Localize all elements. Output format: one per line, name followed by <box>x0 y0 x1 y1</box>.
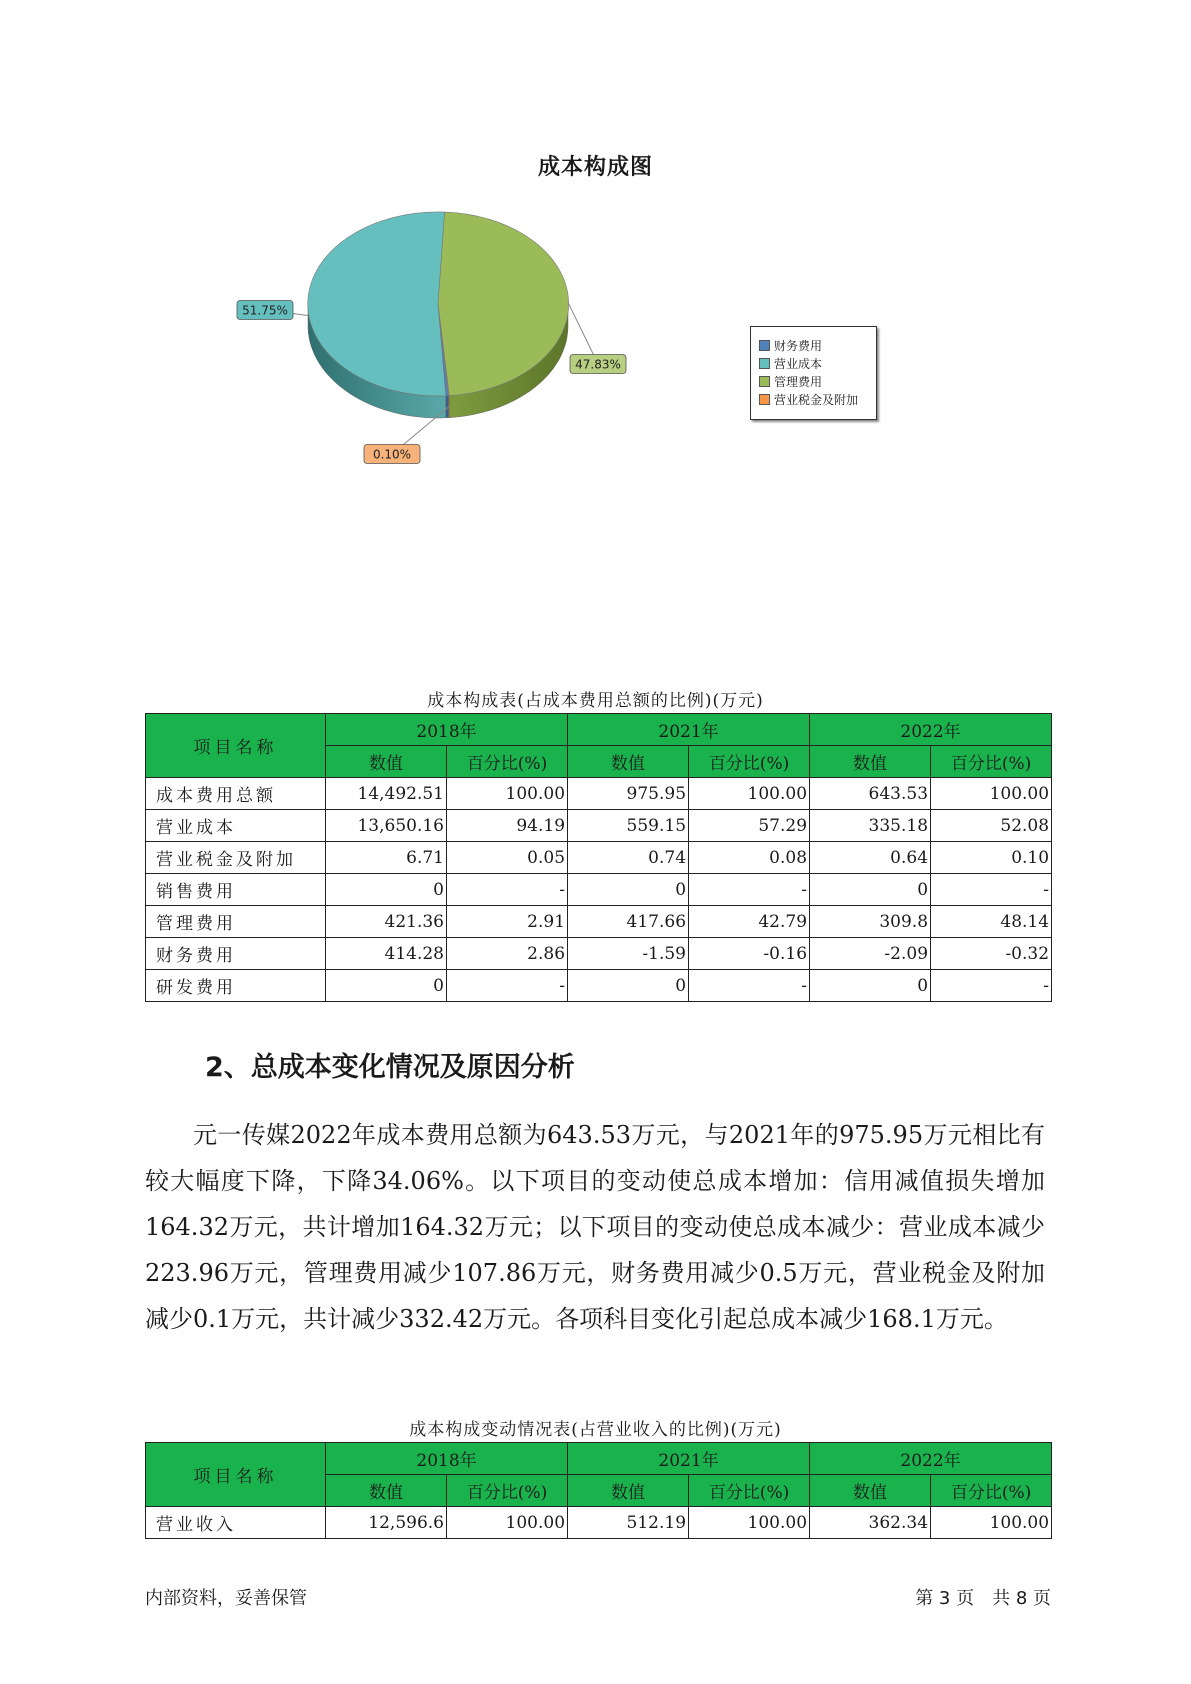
data-label: 0.10% <box>372 447 412 462</box>
column-header-year: 2018年 <box>326 1443 568 1475</box>
column-header-percent: 百分比(%) <box>931 1475 1052 1507</box>
value-cell: 0 <box>568 970 689 1002</box>
value-cell: 417.66 <box>568 906 689 938</box>
column-header-value: 数值 <box>810 746 931 778</box>
column-header-value: 数值 <box>326 1475 447 1507</box>
percent-cell: 0.10 <box>931 842 1052 874</box>
value-cell: 6.71 <box>326 842 447 874</box>
value-cell: 0 <box>568 874 689 906</box>
row-label: 销售费用 <box>146 874 326 906</box>
value-cell: 0.74 <box>568 842 689 874</box>
cost-structure-table <box>145 713 1052 1002</box>
chart-legend <box>750 326 877 420</box>
column-header-percent: 百分比(%) <box>447 1475 568 1507</box>
table-row <box>146 970 1052 1002</box>
value-cell: 414.28 <box>326 938 447 970</box>
value-cell: 975.95 <box>568 778 689 810</box>
percent-cell: - <box>447 970 568 1002</box>
table-row <box>146 778 1052 810</box>
row-label: 营业成本 <box>146 810 326 842</box>
legend-swatch <box>759 340 770 351</box>
percent-cell: 100.00 <box>447 778 568 810</box>
value-cell: -2.09 <box>810 938 931 970</box>
table-row <box>146 1507 1052 1539</box>
legend-swatch <box>759 394 770 405</box>
analysis-paragraph: 元一传媒2022年成本费用总额为643.53万元，与2021年的975.95万元相比有较大幅度下降，下降34.06%。以下项目的变动使总成本增加：信用减值损失增加164.32万元，共计增加164.32万元；以下项目的变动使总成本减少：营业成本减少223.96万元，管理费用减少107.86万元，财务费用减少0.5万元，营业税金及附加减少0.1万元，共计减少332.42万元。各项科目变化引起总成本减少168.1万元。 <box>145 1121 1045 1333</box>
row-label: 营业税金及附加 <box>146 842 326 874</box>
percent-cell: - <box>447 874 568 906</box>
table1-caption: 成本构成表(占成本费用总额的比例)(万元) <box>427 691 764 711</box>
value-cell: 309.8 <box>810 906 931 938</box>
table-row <box>146 810 1052 842</box>
legend-item <box>759 336 876 354</box>
legend-swatch <box>759 376 770 387</box>
table-row <box>146 938 1052 970</box>
legend-label: 财务费用 <box>774 338 823 353</box>
row-label: 财务费用 <box>146 938 326 970</box>
percent-cell: 0.08 <box>689 842 810 874</box>
legend-item <box>759 354 876 372</box>
column-header-percent: 百分比(%) <box>689 746 810 778</box>
value-cell: 0 <box>810 970 931 1002</box>
column-header-value: 数值 <box>326 746 447 778</box>
column-header-value: 数值 <box>568 1475 689 1507</box>
data-label: 51.75% <box>242 303 288 318</box>
value-cell: 14,492.51 <box>326 778 447 810</box>
percent-cell: 100.00 <box>931 778 1052 810</box>
data-label: 47.83% <box>575 357 621 372</box>
value-cell: 335.18 <box>810 810 931 842</box>
column-header-year: 2021年 <box>568 714 810 746</box>
legend-label: 营业税金及附加 <box>774 392 859 407</box>
percent-cell: 48.14 <box>931 906 1052 938</box>
legend-item <box>759 390 876 408</box>
column-header-percent: 百分比(%) <box>689 1475 810 1507</box>
percent-cell: 0.05 <box>447 842 568 874</box>
row-label: 管理费用 <box>146 906 326 938</box>
table-row <box>146 906 1052 938</box>
percent-cell: 42.79 <box>689 906 810 938</box>
row-label: 营业收入 <box>146 1507 326 1539</box>
table-row <box>146 842 1052 874</box>
column-header-value: 数值 <box>568 746 689 778</box>
value-cell: 421.36 <box>326 906 447 938</box>
value-cell: 0 <box>326 970 447 1002</box>
percent-cell: - <box>689 874 810 906</box>
footer-page-number: 第 3 页 共 8 页 <box>915 1588 1051 1609</box>
value-cell: 0.64 <box>810 842 931 874</box>
column-header-year: 2021年 <box>568 1443 810 1475</box>
percent-cell: 52.08 <box>931 810 1052 842</box>
value-cell: 362.34 <box>810 1507 931 1539</box>
footer-confidential-note: 内部资料，妥善保管 <box>145 1588 307 1609</box>
column-header-value: 数值 <box>810 1475 931 1507</box>
percent-cell: - <box>689 970 810 1002</box>
percent-cell: -0.16 <box>689 938 810 970</box>
percent-cell: 100.00 <box>689 1507 810 1539</box>
value-cell: 512.19 <box>568 1507 689 1539</box>
section-title: 2、总成本变化情况及原因分析 <box>205 1052 575 1083</box>
percent-cell: 2.91 <box>447 906 568 938</box>
column-header-year: 2022年 <box>810 1443 1052 1475</box>
column-header-year: 2018年 <box>326 714 568 746</box>
column-header-percent: 百分比(%) <box>931 746 1052 778</box>
table-row <box>146 874 1052 906</box>
percent-cell: - <box>931 970 1052 1002</box>
column-header-year: 2022年 <box>810 714 1052 746</box>
percent-cell: 100.00 <box>447 1507 568 1539</box>
column-header-percent: 百分比(%) <box>447 746 568 778</box>
value-cell: 0 <box>810 874 931 906</box>
percent-cell: - <box>931 874 1052 906</box>
column-header-name: 项目名称 <box>146 714 326 778</box>
value-cell: 0 <box>326 874 447 906</box>
chart-title: 成本构成图 <box>537 155 653 180</box>
cost-change-table <box>145 1442 1052 1539</box>
value-cell: 643.53 <box>810 778 931 810</box>
value-cell: -1.59 <box>568 938 689 970</box>
legend-label: 管理费用 <box>774 374 823 389</box>
percent-cell: 100.00 <box>931 1507 1052 1539</box>
legend-label: 营业成本 <box>774 356 823 371</box>
row-label: 成本费用总额 <box>146 778 326 810</box>
value-cell: 13,650.16 <box>326 810 447 842</box>
legend-item <box>759 372 876 390</box>
table2-caption: 成本构成变动情况表(占营业收入的比例)(万元) <box>409 1420 782 1440</box>
percent-cell: 100.00 <box>689 778 810 810</box>
value-cell: 559.15 <box>568 810 689 842</box>
percent-cell: 2.86 <box>447 938 568 970</box>
percent-cell: 57.29 <box>689 810 810 842</box>
legend-swatch <box>759 358 770 369</box>
percent-cell: 94.19 <box>447 810 568 842</box>
row-label: 研发费用 <box>146 970 326 1002</box>
percent-cell: -0.32 <box>931 938 1052 970</box>
value-cell: 12,596.6 <box>326 1507 447 1539</box>
column-header-name: 项目名称 <box>146 1443 326 1507</box>
pie-chart <box>0 200 1191 490</box>
